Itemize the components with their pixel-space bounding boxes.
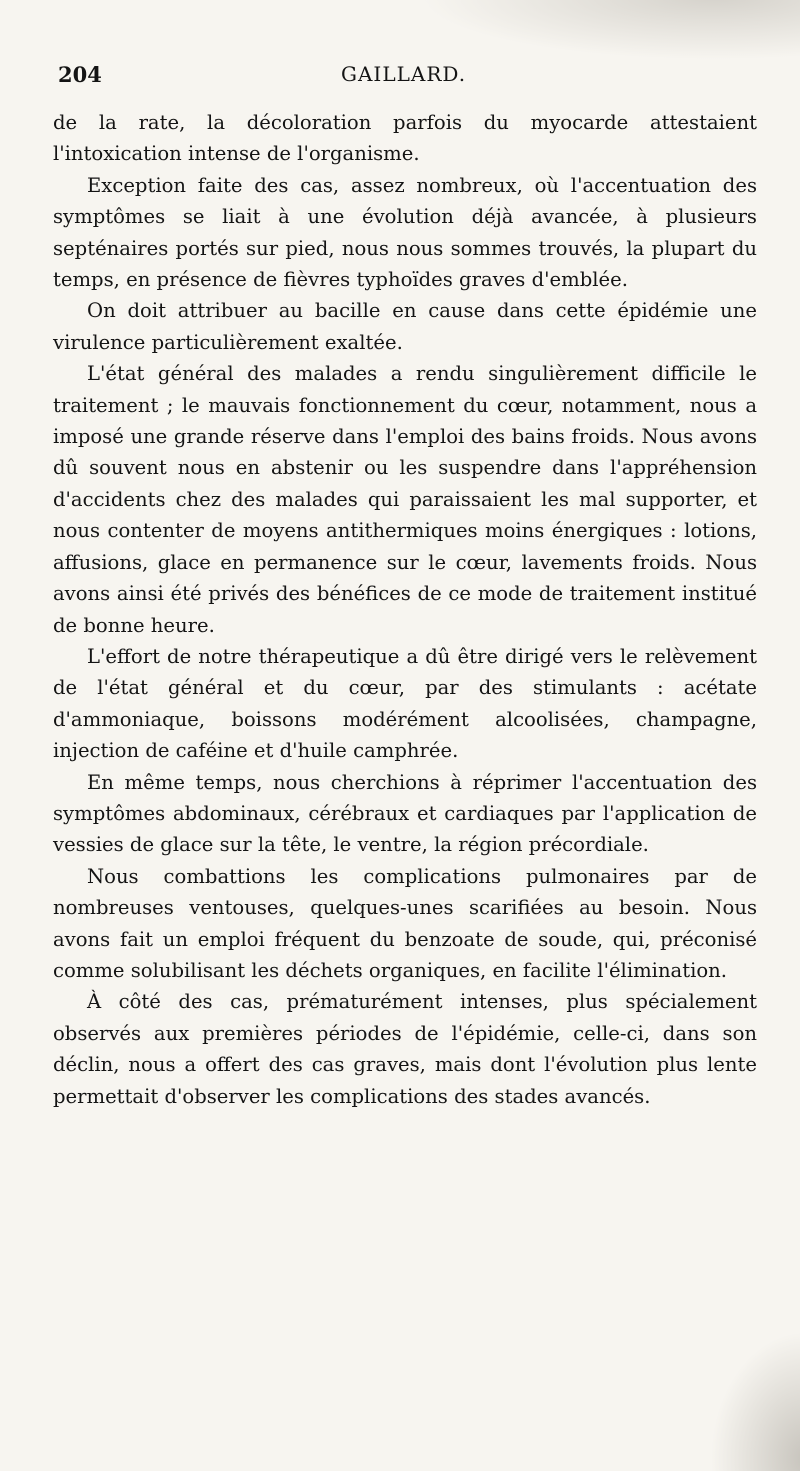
paragraph: L'état général des malades a rendu singulièrement difficile le traitement ; le mauvais fonctionnement du cœur, notamment, nous a imposé une grande réserve dans l'emploi des bains froids. Nous avons dû souvent nous en abstenir ou les suspendre dans l'appréhension d'accidents chez des malades qui paraissaient les mal supporter, et nous contenter de moyens antithermiques moins énergiques : lotions, affusions, glace en permanence sur le cœur, lavements froids. Nous avons ainsi été privés des bénéfices de ce mode de traitement institué de bonne heure. <box>53 362 757 637</box>
paragraph: L'effort de notre thérapeutique a dû être dirigé vers le relèvement de l'état général et du cœur, par des stimulants : acétate d'ammoniaque, boissons modérément alcoolisées, champagne, injection de caféine et d'huile camphrée. <box>53 644 757 763</box>
paragraph: Nous combattions les complications pulmonaires par de nombreuses ventouses, quelques-unes scarifiées au besoin. Nous avons fait un emploi fréquent du benzoate de soude, qui, préconisé comme solubilisant les déchets organiques, en facilite l'élimination. <box>53 864 757 982</box>
paragraph: On doit attribuer au bacille en cause dans cette épidémie une virulence particulièrement exaltée. <box>53 299 757 354</box>
page-number: 204 <box>58 62 102 87</box>
paragraph: Exception faite des cas, assez nombreux, où l'accentuation des symptômes se liait à une évolution déjà avancée, à plusieurs septénaires portés sur pied, nous nous sommes trouvés, la plupart du temps, en présence de fièvres typhoïdes graves d'emblée. <box>53 173 757 292</box>
paragraph: de la rate, la décoloration parfois du myocarde attestaient l'intoxication intense de l'organisme. <box>53 111 757 166</box>
paper-stain <box>420 0 800 60</box>
running-title: GAILLARD. <box>341 62 467 86</box>
body-text <box>53 107 757 1112</box>
paper-stain <box>710 1331 800 1471</box>
page-header <box>58 62 748 92</box>
paragraph: En même temps, nous cherchions à réprimer l'accentuation des symptômes abdominaux, cérébraux et cardiaques par l'application de vessies de glace sur la tête, le ventre, la région précordiale. <box>53 770 757 857</box>
paragraph: À côté des cas, prématurément intenses, plus spécialement observés aux premières périodes de l'épidémie, celle-ci, dans son déclin, nous a offert des cas graves, mais dont l'évolution plus lente permettait d'observer les complications des stades avancés. <box>53 990 757 1108</box>
